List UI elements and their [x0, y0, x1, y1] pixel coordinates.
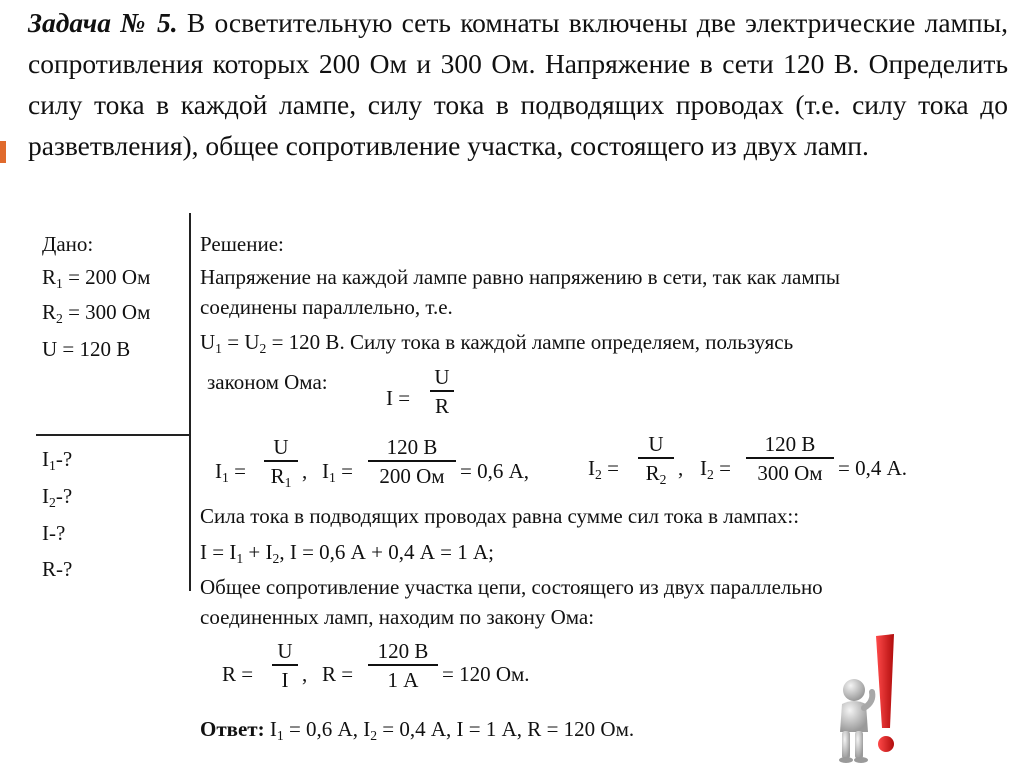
r-comma: , [302, 662, 308, 686]
slide-accent-bar [0, 141, 6, 163]
r-fraction-numeric: 120 В 1 А [368, 640, 438, 691]
answer-label: Ответ: [200, 717, 265, 741]
solution-line-5: Сила тока в подводящих проводах равна сумме сил тока в лампах:: [200, 504, 800, 528]
solution-line-1: Напряжение на каждой лампе равно напряжению в сети, так как лампы [200, 265, 840, 289]
find-i1: $I_1-$? [42, 447, 73, 474]
given-r1: $R_1 = 200$ Ом [42, 265, 151, 292]
solution-line-7: Общее сопротивление участка цепи, состоящего из двух параллельно [200, 575, 823, 599]
given-title: Дано: [42, 232, 94, 256]
r-fraction-symbolic: U I [272, 640, 298, 691]
given-r2: $R_2 = 300$ Ом [42, 300, 151, 327]
solution-line-6: $I = I_1 + I_2$, I = 0,6 А + 0,4 А = 1 А; [200, 540, 494, 567]
i1-lhs: $I_1$ = [215, 459, 246, 486]
ohm-fraction: U R [430, 366, 454, 417]
i2-fraction-numeric: 120 В 300 Ом [746, 433, 834, 484]
given-u: U = 120 В [42, 337, 131, 361]
i1-comma: , [302, 459, 308, 483]
i2-fraction-symbolic: U $R_2$ [638, 433, 674, 484]
r-lhs: R = [222, 662, 254, 686]
find-r: R-? [42, 557, 73, 581]
given-divider-vertical [189, 213, 191, 591]
solution-line-2: соединены параллельно, т.е. [200, 295, 453, 319]
answer-line: Ответ: $I_1 = 0,6$ А, $I_2 = 0,4$ А, I = 1 А, R = 120 Ом. [200, 717, 635, 744]
i2-comma: , [678, 456, 684, 480]
i1-fraction-symbolic: U $R_1$ [264, 436, 298, 487]
solution-title: Решение: [200, 232, 284, 256]
r-lhs-2: R = [322, 662, 354, 686]
solution-line-8: соединенных ламп, находим по закону Ома: [200, 605, 595, 629]
problem-lead: Задача № 5. [28, 7, 178, 38]
i1-result: = 0,6 А, [460, 459, 530, 483]
i1-fraction-numeric: 120 В 200 Ом [368, 436, 456, 487]
problem-statement [28, 2, 1008, 166]
find-i: I-? [42, 521, 66, 545]
i2-result: = 0,4 А. [838, 456, 908, 480]
solution-line-3: $U_1 = U_2 = 120$ В. Силу тока в каждой лампе определяем, пользуясь [200, 330, 794, 357]
ohm-lhs: I = [386, 386, 411, 410]
thinking-person-with-exclamation-icon [832, 632, 912, 764]
solution-line-4: законом Ома: [207, 370, 328, 394]
i2-lhs-2: $I_2$ = [700, 456, 731, 483]
find-i2: $I_2-$? [42, 484, 73, 511]
i2-lhs: $I_2$ = [588, 456, 619, 483]
problem-text: В осветительную сеть комнаты включены две электрические лампы, сопротивления которых 200 Ом и 300 Ом. Напряжение в сети 120 В. Определить силу тока в каждой лампе, силу тока в подводящих проводах (т.е. силу тока до разветвления), общее сопротивление участка, состоящего из двух ламп. [28, 7, 1008, 161]
i1-lhs-2: $I_1$ = [322, 459, 353, 486]
given-divider-horizontal [36, 434, 189, 436]
r-result: = 120 Ом. [442, 662, 530, 686]
